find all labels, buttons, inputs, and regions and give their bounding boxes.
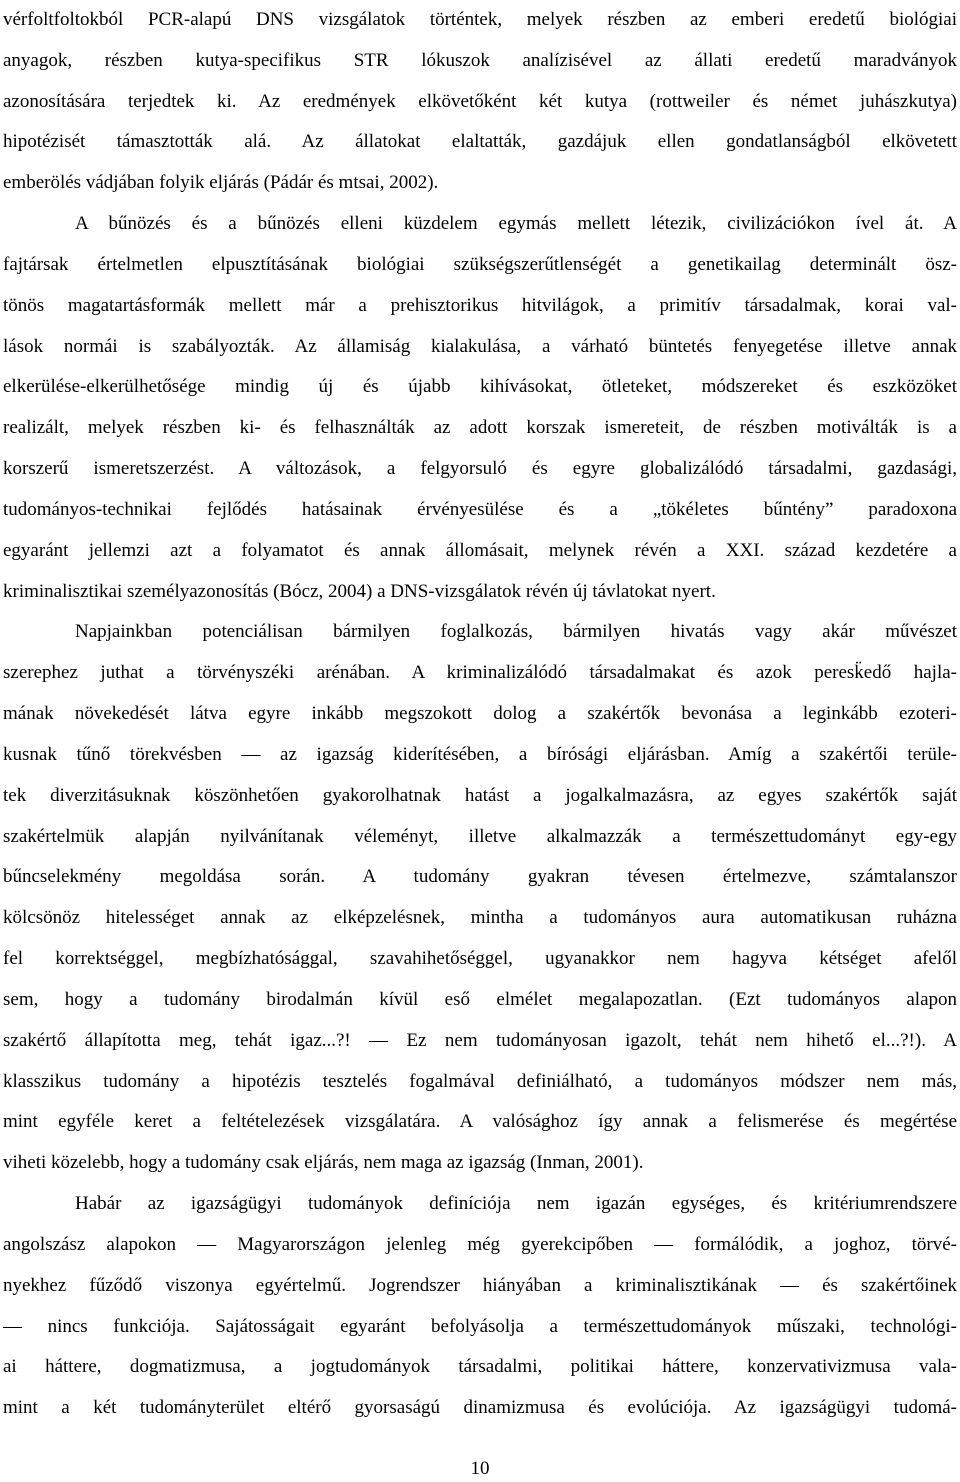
text-line: korszerű ismeretszerzést. A változások, a felgyorsuló és egyre globalizálódó társadalmi, gazdasági,: [3, 458, 957, 480]
body-text: [3, 0, 957, 1429]
text-line: sem, hogy a tudomány birodalmán kívül eső elmélet megalapozatlan. (Ezt tudományos alapon: [3, 988, 957, 1010]
text-line: hipotézisét támasztották alá. Az állatokat elaltatták, gazdájuk ellen gondatlanságból elkövetett: [3, 131, 957, 153]
text-line: kriminalisztikai személyazonosítás (Bócz, 2004) a DNS-vizsgálatok révén új távlatokat nyert.: [3, 580, 716, 602]
text-line: ai háttere, dogmatizmusa, a jogtudományok társadalmi, politikai háttere, konzervativizmusa vala-: [3, 1356, 957, 1378]
text-line: tönös magatartásformák mellett már a prehisztorikus hitvilágok, a primitív társadalmak, korai val-: [3, 294, 957, 316]
text-line: bűncselekmény megoldása során. A tudomány gyakran tévesen értelmezve, számtalanszor: [3, 866, 957, 888]
text-line: klasszikus tudomány a hipotézis tesztelés fogalmával definiálható, a tudományos módszer nem más,: [3, 1070, 957, 1092]
text-line: fajtársak értelmetlen elpusztításának biológiai szükségszerűtlenségét a genetikailag determinált ösz-: [3, 253, 957, 275]
text-line: kölcsönöz hitelességet annak az elképzelésnek, mintha a tudományos aura automatikusan ruházna: [3, 907, 957, 929]
text-line: mának növekedését látva egyre inkább megszokott dolog a szakértők bevonása a leginkább ezoteri-: [3, 703, 957, 725]
text-line: szerephez juthat a törvényszéki arénában. A kriminalizálódó társadalmakat és azok peresk̈edő hajla-: [3, 662, 957, 684]
text-line: vérfoltfoltokból PCR-alapú DNS vizsgálatok történtek, melyek részben az emberi eredetű biológiai: [3, 9, 957, 30]
page-number: 10: [470, 1458, 490, 1479]
text-line: lások normái is szabályozták. Az államiság kialakulása, a várható büntetés fenyegetése illetve annak: [3, 335, 957, 357]
paragraph-4: [3, 1184, 957, 1429]
text-line: tudományos-technikai fejlődés hatásainak érvényesülése és a „tökéletes bűntény” paradoxona: [3, 498, 957, 520]
text-line: viheti közelebb, hogy a tudomány csak eljárás, nem maga az igazság (Inman, 2001).: [3, 1152, 644, 1174]
text-line: szakértő állapította meg, tehát igaz...?! ― Ez nem tudományosan igazolt, tehát nem hihető el...?!). A: [3, 1029, 957, 1051]
paragraph-2: [3, 204, 957, 612]
text-line: azonosítására terjedtek ki. Az eredmények elkövetőként két kutya (rottweiler és német juhászkutya): [3, 90, 957, 112]
text-line: ― nincs funkciója. Sajátosságait egyaránt befolyásolja a természettudományok műszaki, technológi-: [3, 1315, 957, 1337]
text-line: kusnak tűnő törekvésben ― az igazság kiderítésében, a bírósági eljárásban. Amíg a szakértői terüle-: [3, 743, 957, 765]
text-line: angolszász alapokon ― Magyarországon jelenleg még gyerekcipőben ― formálódik, a joghoz, törvé-: [3, 1233, 957, 1255]
text-line: anyagok, részben kutya-specifikus STR lókuszok analízisével az állati eredetű maradványok: [3, 49, 957, 71]
text-line: szakértelmük alapján nyilvánítanak véleményt, illetve alkalmazzák a természettudományt egy-egy: [3, 825, 957, 847]
text-line: elkerülése-elkerülhetősége mindig új és újabb kihívásokat, ötleteket, módszereket és eszközöket: [3, 376, 957, 398]
text-line: realizált, melyek részben ki- és felhasználták az adott korszak ismereteit, de részben motiválták is a: [3, 417, 957, 439]
text-line: emberölés vádjában folyik eljárás (Pádár és mtsai, 2002).: [3, 172, 439, 194]
paragraph-1: [3, 0, 957, 204]
text-line: Habár az igazságügyi tudományok definíciója nem igazán egységes, és kritériumrendszere: [75, 1193, 957, 1215]
text-line: fel korrektséggel, megbízhatósággal, szavahihetőséggel, ugyanakkor nem hagyva kétséget afelől: [3, 948, 957, 970]
text-line: tek diverzitásuknak köszönhetően gyakorolhatnak hatást a jogalkalmazásra, az egyes szakértők saját: [3, 784, 957, 806]
paragraph-3: [3, 612, 957, 1184]
text-line: Napjainkban potenciálisan bármilyen foglalkozás, bármilyen hivatás vagy akár művészet: [75, 621, 957, 643]
text-line: egyaránt jellemzi azt a folyamatot és annak állomásait, melynek révén a XXI. század kezdetére a: [3, 539, 957, 561]
text-line: A bűnözés és a bűnözés elleni küzdelem egymás mellett létezik, civilizációkon ível át. A: [75, 213, 957, 235]
text-line: mint a két tudományterület eltérő gyorsaságú dinamizmusa és evolúciója. Az igazságügyi tudomá-: [3, 1397, 957, 1419]
text-line: nyekhez fűződő viszonya egyértelmű. Jogrendszer hiányában a kriminalisztikának ― és szakértőinek: [3, 1274, 957, 1296]
text-line: mint egyféle keret a feltételezések vizsgálatára. A valósághoz így annak a felismerése és megértése: [3, 1111, 957, 1133]
